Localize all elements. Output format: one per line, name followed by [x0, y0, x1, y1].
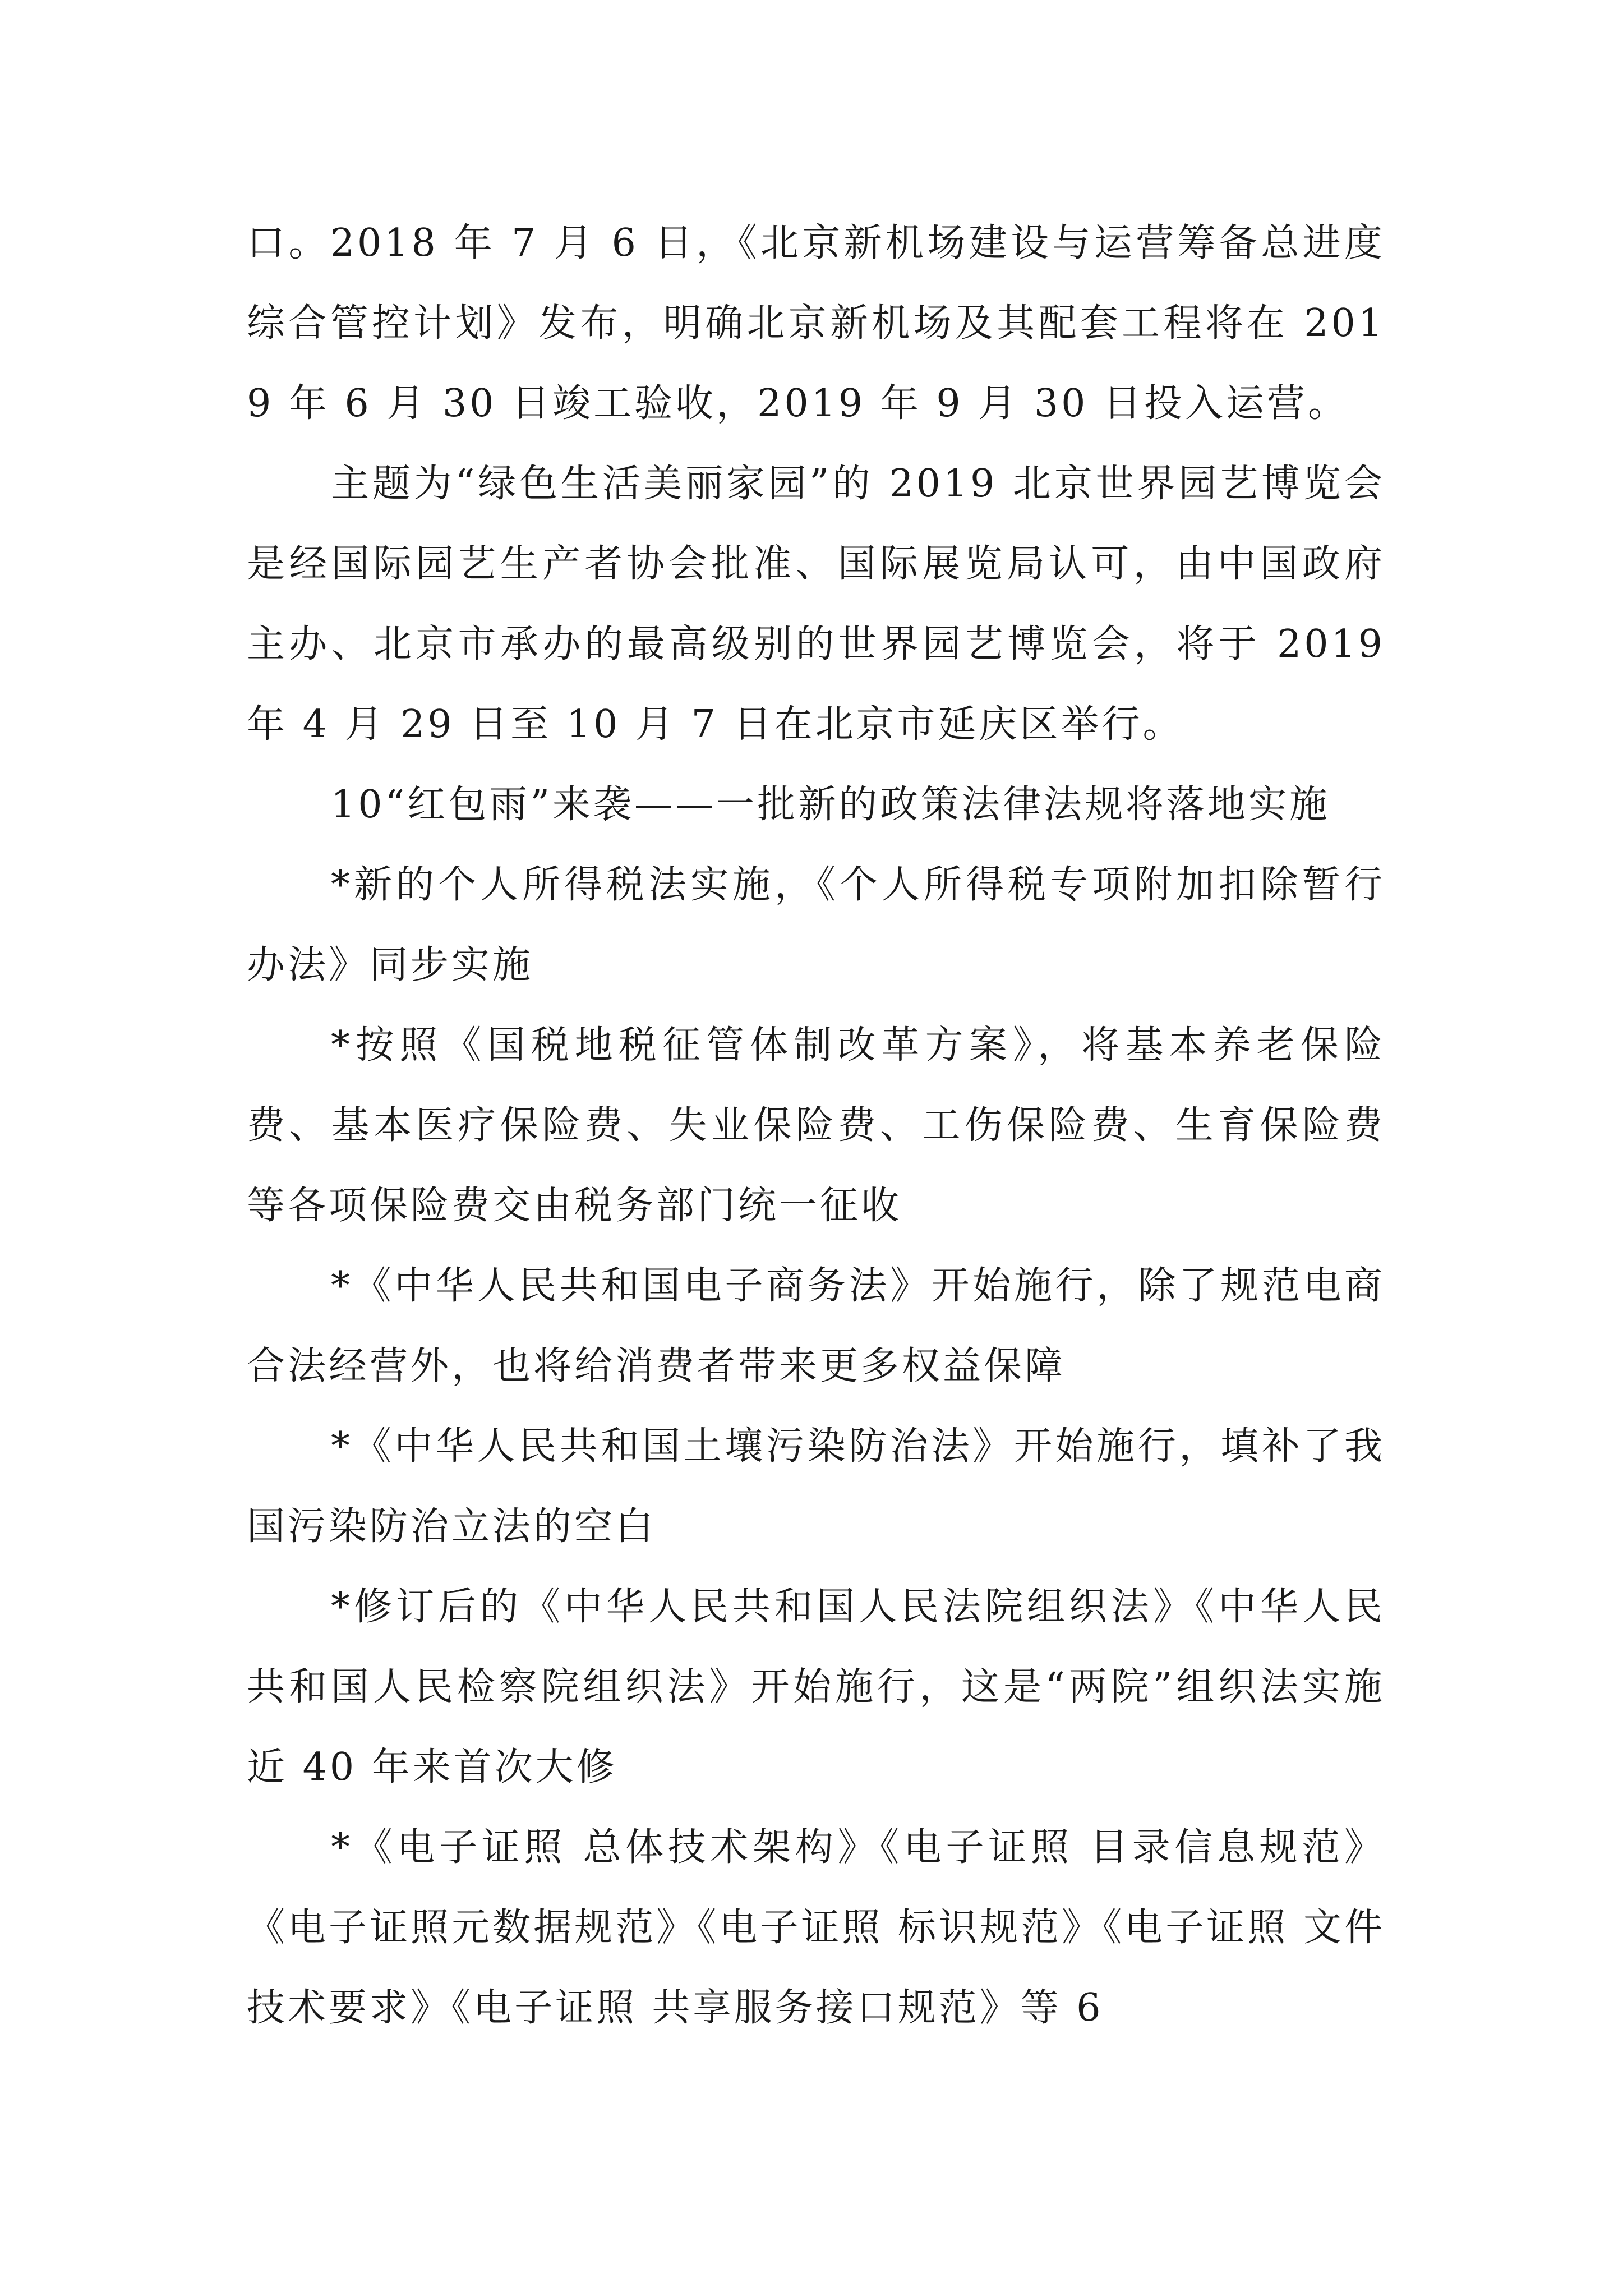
paragraph-soil-pollution-law: *《中华人民共和国土壤污染防治法》开始施行，填补了我国污染防治立法的空白 [247, 1424, 1385, 1549]
paragraph-policy-heading: 10“红包雨”来袭——一批新的政策法律法规将落地实施 [331, 783, 1331, 827]
paragraph-income-tax: *新的个人所得税法实施，《个人所得税专项附加扣除暂行办法》同步实施 [247, 863, 1385, 987]
document-body [247, 203, 1385, 2048]
paragraph-horticultural-expo: 主题为“绿色生活美丽家园”的 2019 北京世界园艺博览会是经国际园艺生产者协会批准、国际展览局认可，由中国政府主办、北京市承办的最高级别的世界园艺博览会，将于 2019 年 4 月 29 日至 10 月 7 日在北京市延庆区举行。 [247, 462, 1385, 747]
paragraph-airport-schedule: 口。2018 年 7 月 6 日，《北京新机场建设与运营筹备总进度综合管控计划》发布，明确北京新机场及其配套工程将在 2019 年 6 月 30 日竣工验收，2019 年 9 月 30 日投入运营。 [247, 221, 1385, 426]
paragraph-insurance-fees: *按照《国税地税征管体制改革方案》，将基本养老保险费、基本医疗保险费、失业保险费、工伤保险费、生育保险费等各项保险费交由税务部门统一征收 [247, 1023, 1385, 1228]
paragraph-ecommerce-law: *《中华人民共和国电子商务法》开始施行，除了规范电商合法经营外，也将给消费者带来更多权益保障 [247, 1264, 1385, 1388]
paragraph-court-procuratorate-law: *修订后的《中华人民共和国人民法院组织法》《中华人民共和国人民检察院组织法》开始施行，这是“两院”组织法实施近 40 年来首次大修 [247, 1585, 1385, 1789]
paragraph-electronic-license-standards: *《电子证照 总体技术架构》《电子证照 目录信息规范》《电子证照元数据规范》《电子证照 标识规范》《电子证照 文件技术要求》《电子证照 共享服务接口规范》等 6 [247, 1825, 1385, 2030]
